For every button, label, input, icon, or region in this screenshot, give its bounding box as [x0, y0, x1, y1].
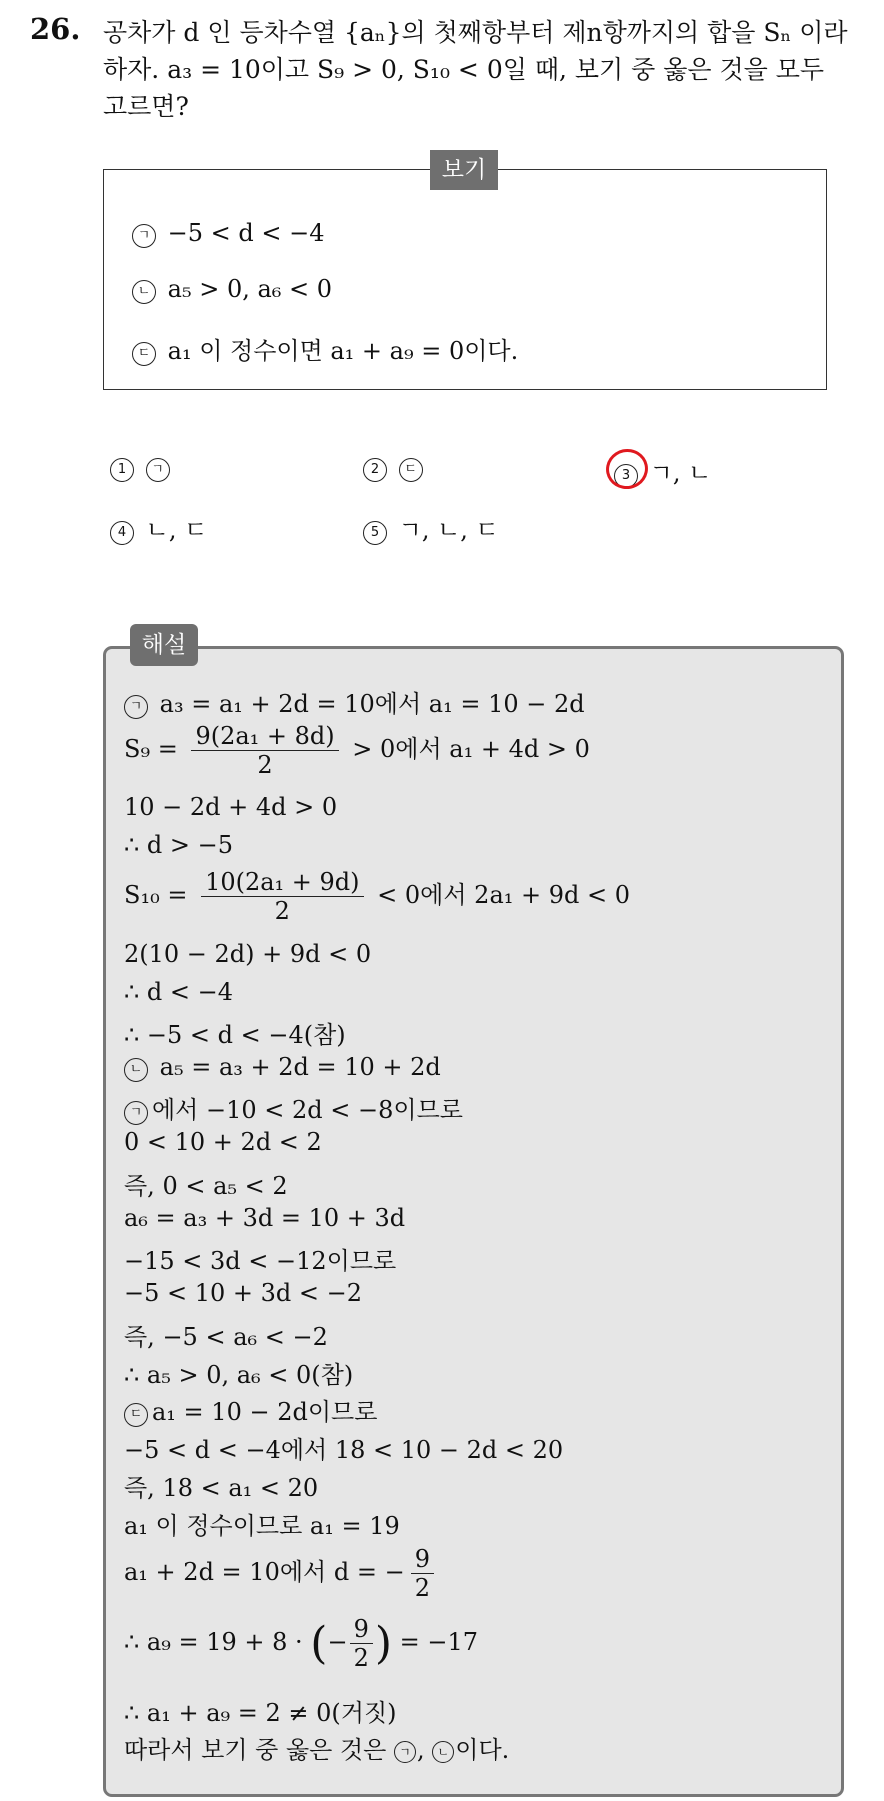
fraction [191, 722, 338, 779]
solution-text: a₅ = a₃ + 2d = 10 + 2d [159, 1053, 441, 1081]
marker-giyeok: ㄱ [124, 1101, 148, 1125]
solution-line [124, 1090, 463, 1125]
bogi-item-2 [132, 275, 332, 304]
solution-line: ∴ d < −4 [124, 978, 234, 1006]
solution-line: a₁ 이 정수이므로 a₁ = 19 [124, 1512, 400, 1540]
solution-line: 즉, 0 < a₅ < 2 [124, 1172, 288, 1200]
marker-digeut: ㄷ [124, 1403, 148, 1427]
bogi-item-3 [132, 331, 518, 366]
choice-number: 3 [614, 464, 638, 488]
solution-line: 0 < 10 + 2d < 2 [124, 1128, 322, 1156]
numerator: 10(2a₁ + 9d) [201, 868, 363, 897]
choice-answer-marker: ㄷ [399, 458, 423, 482]
solution-text: = −17 [399, 1628, 479, 1656]
solution-text: < 0에서 2a₁ + 9d < 0 [377, 881, 631, 909]
choice-number: 2 [363, 458, 387, 482]
solution-line [124, 684, 585, 719]
solution-text: > 0에서 a₁ + 4d > 0 [352, 735, 590, 763]
choice-answer: ㄱ, ㄴ, ㄷ [398, 516, 499, 544]
problem-line-3: 고르면? [103, 92, 189, 121]
bogi-item-1 [132, 219, 325, 248]
solution-line: ∴ a₅ > 0, a₆ < 0(참) [124, 1361, 354, 1389]
choice-5[interactable] [363, 510, 499, 545]
fraction [350, 1615, 373, 1672]
solution-text: S₉ = [124, 735, 178, 763]
problem-number: 26. [30, 12, 81, 46]
solution-line [124, 1730, 509, 1765]
solution-text: a₁ + 2d = 10에서 d = − [124, 1558, 405, 1586]
fraction [201, 868, 363, 925]
marker-giyeok: ㄱ [132, 224, 156, 248]
solution-text: a₁ = 10 − 2d이므로 [152, 1398, 378, 1426]
marker-digeut: ㄷ [132, 342, 156, 366]
bogi-item-text: a₁ 이 정수이면 a₁ + a₉ = 0이다. [167, 337, 519, 365]
marker-giyeok: ㄱ [394, 1741, 416, 1763]
marker-nieun: ㄴ [132, 280, 156, 304]
solution-line: a₆ = a₃ + 3d = 10 + 3d [124, 1204, 406, 1232]
bogi-item-text: a₅ > 0, a₆ < 0 [167, 275, 333, 303]
solution-title: 해설 [130, 624, 198, 666]
choice-number: 4 [110, 521, 134, 545]
solution-line [124, 722, 590, 779]
open-paren: ( [310, 1618, 328, 1669]
solution-text: 따라서 보기 중 옳은 것은 [124, 1736, 387, 1764]
marker-nieun: ㄴ [432, 1741, 454, 1763]
solution-line: ∴ −5 < d < −4(참) [124, 1021, 346, 1049]
solution-line [124, 1053, 441, 1082]
marker-nieun: ㄴ [124, 1058, 148, 1082]
close-paren: ) [374, 1618, 393, 1669]
choice-1[interactable] [110, 453, 174, 482]
solution-text: a₃ = a₁ + 2d = 10에서 a₁ = 10 − 2d [159, 690, 585, 718]
problem-line-1: 공차가 d 인 등차수열 {aₙ}의 첫째항부터 제n항까지의 합을 Sₙ 이라 [103, 18, 848, 47]
solution-text: 에서 −10 < 2d < −8이므로 [152, 1096, 463, 1124]
denominator: 2 [257, 751, 273, 779]
choice-answer: ㄴ, ㄷ [145, 516, 208, 544]
numerator: 9 [411, 1545, 434, 1574]
solution-line: ∴ a₉ = 19 + 8 · (− $\frac{9}{2}$ ) = −17 [124, 1615, 479, 1672]
solution-line: −5 < d < −4에서 18 < 10 − 2d < 20 [124, 1436, 564, 1464]
solution-line: 2(10 − 2d) + 9d < 0 [124, 940, 372, 968]
fraction [411, 1545, 434, 1602]
problem-statement [103, 14, 863, 125]
choice-number: 1 [110, 458, 134, 482]
solution-line: −15 < 3d < −12이므로 [124, 1247, 397, 1275]
choice-answer: ㄱ, ㄴ [649, 459, 712, 487]
problem-line-2: 하자. a₃ = 10이고 S₉ > 0, S₁₀ < 0일 때, 보기 중 옳은 것을 모두 [103, 55, 825, 84]
marker-giyeok: ㄱ [124, 695, 148, 719]
solution-line: 즉, 18 < a₁ < 20 [124, 1474, 319, 1502]
denominator: 2 [414, 1574, 430, 1602]
solution-text: S₁₀ = [124, 881, 188, 909]
numerator: 9 [350, 1615, 373, 1644]
solution-line: 즉, −5 < a₆ < −2 [124, 1323, 328, 1351]
solution-line: −5 < 10 + 3d < −2 [124, 1279, 363, 1307]
solution-line: ∴ d > −5 [124, 831, 234, 859]
separator: , [417, 1736, 433, 1764]
choice-answer-marker: ㄱ [146, 458, 170, 482]
bogi-item-text: −5 < d < −4 [167, 219, 325, 247]
denominator: 2 [353, 1644, 369, 1672]
solution-line [124, 868, 630, 925]
solution-line: 10 − 2d + 4d > 0 [124, 793, 338, 821]
solution-line: ∴ a₁ + a₉ = 2 ≠ 0(거짓) [124, 1699, 397, 1727]
bogi-title: 보기 [430, 150, 498, 190]
choice-number: 5 [363, 521, 387, 545]
choice-4[interactable] [110, 510, 207, 545]
solution-text: ∴ a₉ = 19 + 8 · [124, 1628, 303, 1656]
numerator: 9(2a₁ + 8d) [191, 722, 338, 751]
choice-2[interactable] [363, 453, 427, 482]
denominator: 2 [274, 897, 290, 925]
solution-line [124, 1392, 377, 1427]
solution-text: 이다. [455, 1736, 510, 1764]
solution-line [124, 1545, 440, 1602]
